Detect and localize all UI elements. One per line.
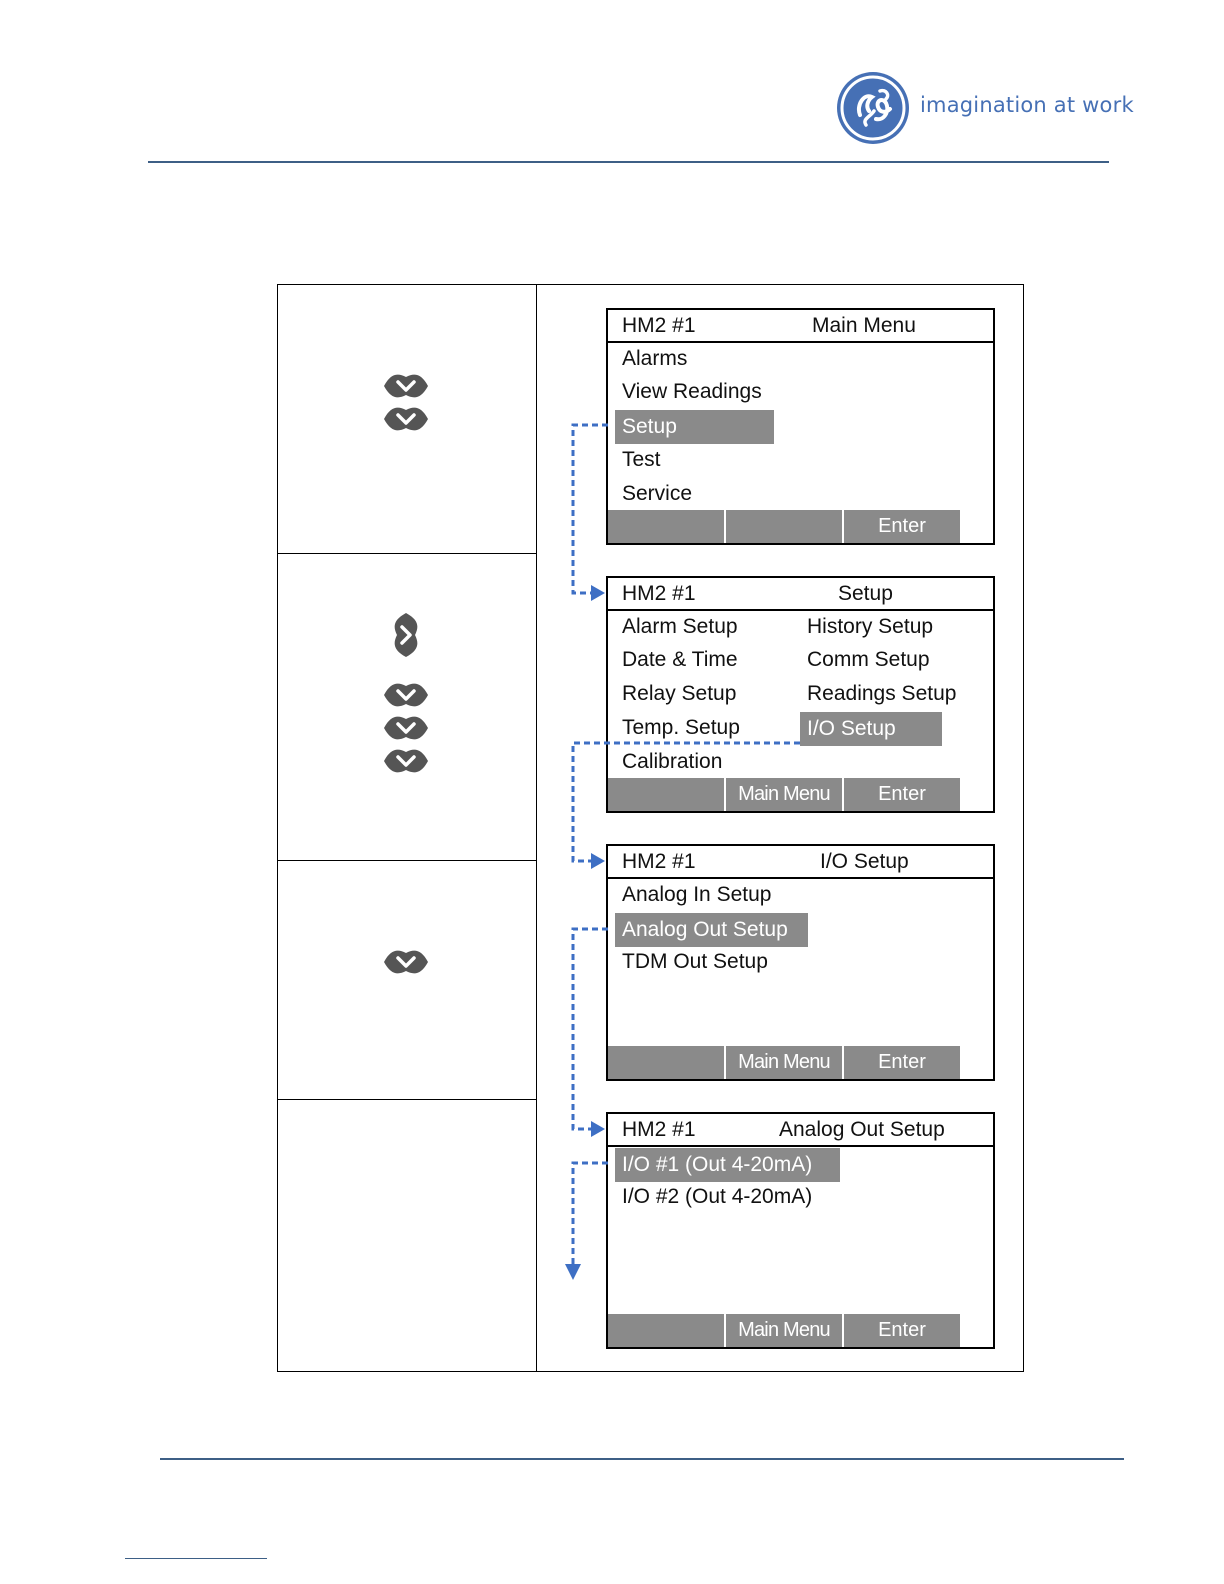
down-arrow-key-icon [383, 680, 429, 710]
menu-item-io-setup-selected[interactable]: I/O Setup [800, 712, 942, 746]
ge-logo [836, 71, 910, 145]
down-arrow-key-icon [383, 947, 429, 977]
menu-item-comm-setup[interactable]: Comm Setup [807, 648, 930, 671]
menu-item-date-time[interactable]: Date & Time [622, 648, 738, 671]
menu-item-alarms[interactable]: Alarms [622, 347, 688, 370]
screen-title: Main Menu [812, 314, 916, 337]
screen-title: Setup [838, 582, 893, 605]
footer-short-rule [125, 1558, 267, 1559]
screen-title: I/O Setup [820, 850, 909, 873]
column-divider [536, 284, 537, 1372]
softkey-main-menu[interactable]: Main Menu [726, 1314, 842, 1347]
menu-item-calibration[interactable]: Calibration [622, 750, 723, 773]
down-arrow-key-icon [383, 371, 429, 401]
down-arrow-key-icon [383, 404, 429, 434]
menu-item-history-setup[interactable]: History Setup [807, 615, 934, 638]
menu-item-service[interactable]: Service [622, 482, 693, 505]
softkey-enter[interactable]: Enter [844, 1046, 960, 1079]
softkey-bar [608, 1314, 960, 1347]
row-divider [277, 1099, 537, 1100]
menu-item-io-1-selected[interactable]: I/O #1 (Out 4-20mA) [615, 1148, 840, 1182]
softkey-1[interactable] [608, 1314, 724, 1347]
device-id: HM2 #1 [622, 314, 696, 337]
menu-item-temp-setup[interactable]: Temp. Setup [622, 716, 740, 739]
softkey-1[interactable] [608, 1046, 724, 1079]
softkey-bar [608, 1046, 960, 1079]
lcd-header [608, 310, 993, 343]
device-id: HM2 #1 [622, 1118, 696, 1141]
lcd-main-menu [606, 308, 995, 545]
menu-item-io-2[interactable]: I/O #2 (Out 4-20mA) [622, 1185, 813, 1208]
device-id: HM2 #1 [622, 582, 696, 605]
menu-item-setup-selected[interactable]: Setup [615, 410, 774, 444]
lcd-header [608, 578, 993, 611]
lcd-header [608, 1114, 993, 1147]
lcd-header [608, 846, 993, 879]
row-divider [277, 860, 537, 861]
menu-item-analog-out-setup-selected[interactable]: Analog Out Setup [615, 913, 808, 947]
softkey-enter[interactable]: Enter [844, 510, 960, 543]
header-rule [148, 161, 1109, 163]
lcd-setup [606, 576, 995, 813]
brand-tagline: imagination at work [920, 93, 1134, 117]
menu-item-test[interactable]: Test [622, 448, 661, 471]
screen-title: Analog Out Setup [779, 1118, 945, 1141]
right-arrow-key-icon [390, 612, 422, 658]
menu-item-view-readings[interactable]: View Readings [622, 380, 762, 403]
menu-item-alarm-setup[interactable]: Alarm Setup [622, 615, 738, 638]
menu-item-readings-setup[interactable]: Readings Setup [807, 682, 957, 705]
softkey-2[interactable] [726, 510, 842, 543]
softkey-enter[interactable]: Enter [844, 1314, 960, 1347]
softkey-main-menu[interactable]: Main Menu [726, 1046, 842, 1079]
down-arrow-key-icon [383, 746, 429, 776]
softkey-1[interactable] [608, 510, 724, 543]
softkey-bar [608, 778, 960, 811]
softkey-1[interactable] [608, 778, 724, 811]
menu-item-relay-setup[interactable]: Relay Setup [622, 682, 737, 705]
row-divider [277, 553, 537, 554]
lcd-io-setup [606, 844, 995, 1081]
down-arrow-key-icon [383, 713, 429, 743]
footer-rule [160, 1458, 1124, 1460]
softkey-enter[interactable]: Enter [844, 778, 960, 811]
lcd-analog-out-setup [606, 1112, 995, 1349]
softkey-main-menu[interactable]: Main Menu [726, 778, 842, 811]
menu-item-analog-in-setup[interactable]: Analog In Setup [622, 883, 772, 906]
device-id: HM2 #1 [622, 850, 696, 873]
menu-item-tdm-out-setup[interactable]: TDM Out Setup [622, 950, 768, 973]
softkey-bar [608, 510, 960, 543]
